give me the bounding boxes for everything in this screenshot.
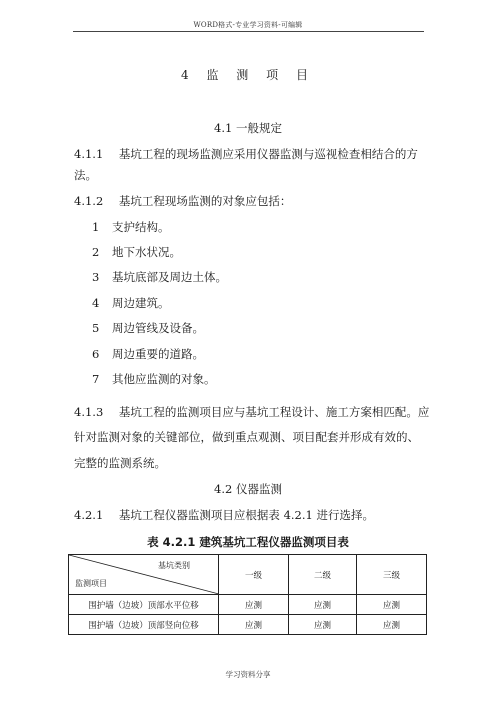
- clause-text: 基坑工程仪器监测项目应根据表 4.2.1 进行选择。: [118, 508, 374, 522]
- clause-4-1-1-line1: [74, 146, 418, 162]
- clause-4-1-3-line1: [74, 404, 429, 420]
- column-header: 三级: [357, 555, 427, 595]
- clause-4-1-3-line2: 针对监测对象的关键部位，做到重点观测、项目配套并形成有效的、: [74, 430, 419, 444]
- clause-4-2-1: [74, 507, 374, 523]
- row-value: 应测: [357, 595, 427, 615]
- column-header: 一级: [219, 555, 289, 595]
- clause-text: 基坑工程现场监测的对象应包括：: [118, 194, 292, 208]
- table-header-row: [69, 555, 427, 595]
- clause-4-1-2: [74, 193, 291, 209]
- column-header: 二级: [289, 555, 357, 595]
- row-value: 应测: [289, 595, 357, 615]
- list-item: 4 周边建筑。: [92, 296, 170, 310]
- list-item: 2 地下水状况。: [92, 245, 181, 259]
- section-title-4-1: 4.1 一般规定: [214, 121, 282, 135]
- chapter-title: 4 监 测 项 目: [181, 68, 315, 82]
- clause-number: 4.1.3: [74, 405, 104, 419]
- list-item: 6 周边重要的道路。: [92, 347, 204, 361]
- section-title-4-2: 4.2 仪器监测: [214, 482, 282, 496]
- clause-4-1-3-line3: 完整的监测系统。: [74, 456, 166, 470]
- diag-top-label: 基坑类别: [158, 561, 190, 570]
- row-item: 围护墙（边坡）顶部竖向位移: [69, 615, 219, 635]
- row-value: 应测: [219, 595, 289, 615]
- table-caption: 表 4.2.1 建筑基坑工程仪器监测项目表: [147, 535, 349, 549]
- monitoring-table: [68, 554, 427, 635]
- list-item: 7 其他应监测的对象。: [92, 372, 216, 386]
- row-value: 应测: [357, 615, 427, 635]
- clause-number: 4.2.1: [74, 508, 104, 522]
- clause-4-1-1-line2: 法。: [74, 168, 97, 182]
- diagonal-header-cell: [69, 555, 219, 595]
- row-value: 应测: [219, 615, 289, 635]
- diag-bottom-label: 监测项目: [75, 579, 107, 588]
- clause-number: 4.1.1: [74, 147, 104, 161]
- clause-text: 基坑工程的监测项目应与基坑工程设计、施工方案相匹配。应: [118, 405, 430, 419]
- table-row: [69, 595, 427, 615]
- table-row: [69, 615, 427, 635]
- clause-number: 4.1.2: [74, 194, 104, 208]
- header-rule: [73, 31, 424, 32]
- clause-text: 基坑工程的现场监测应采用仪器监测与巡视检查相结合的方: [118, 147, 418, 161]
- page-header: WORD格式-专业学习资料-可编辑: [193, 21, 303, 29]
- page-footer: 学习资料分享: [225, 670, 271, 679]
- row-value: 应测: [289, 615, 357, 635]
- list-item: 3 基坑底部及周边土体。: [92, 270, 227, 284]
- list-item: 1 支护结构。: [92, 220, 170, 234]
- list-item: 5 周边管线及设备。: [92, 321, 204, 335]
- row-item: 围护墙（边坡）顶部水平位移: [69, 595, 219, 615]
